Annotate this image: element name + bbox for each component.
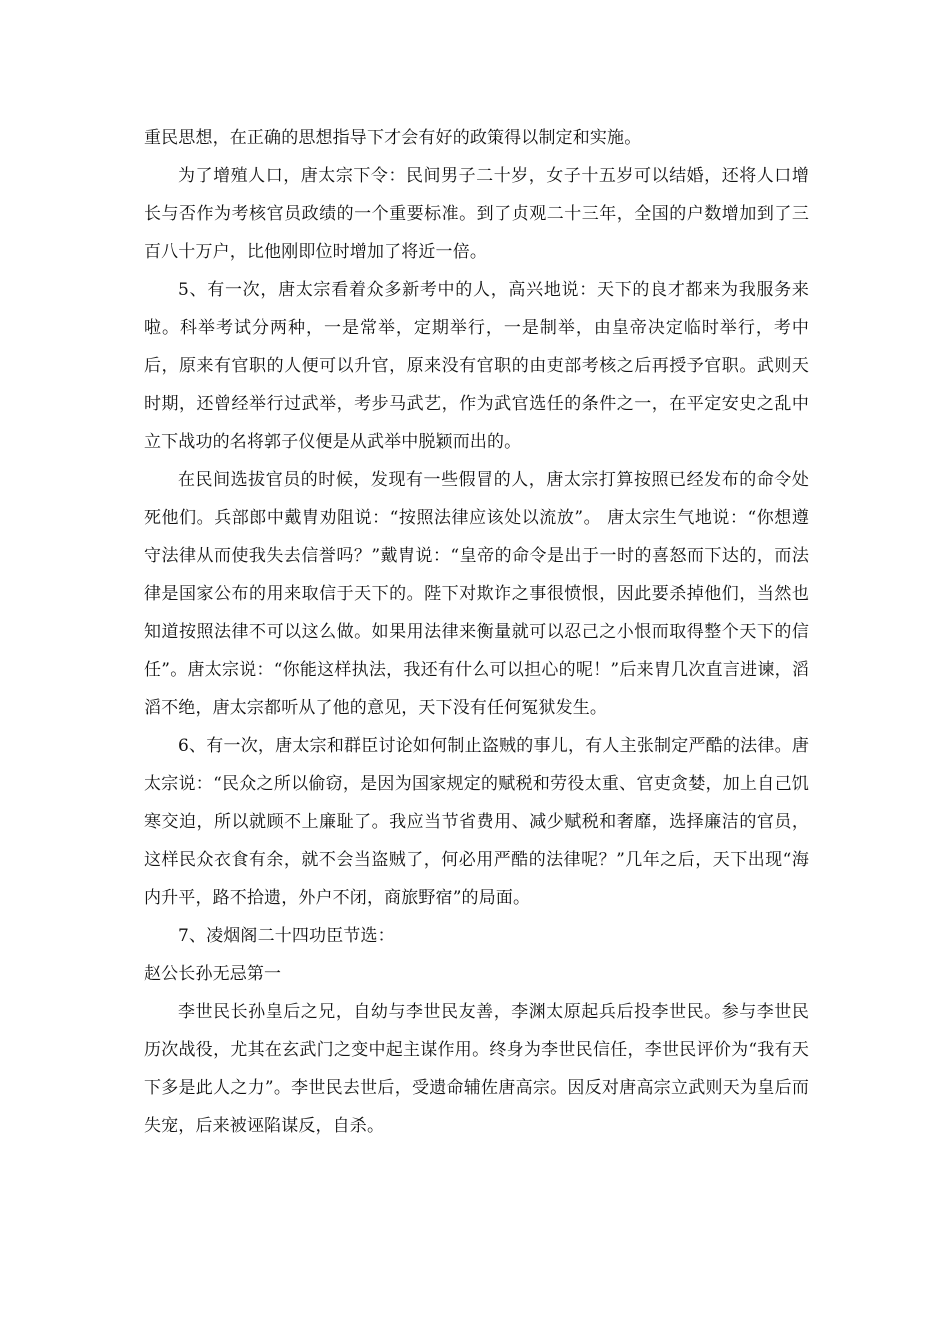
- paragraph-population: 为了增殖人口，唐太宗下令：民间男子二十岁，女子十五岁可以结婚，还将人口增长与否作为考核官员政绩的一个重要标准。到了贞观二十三年，全国的户数增加到了三百八十万户，比他刚即位时增加了将近一倍。: [144, 166, 809, 262]
- document-body: [144, 119, 809, 1145]
- section-heading-lingyan-pavilion: 7、凌烟阁二十四功臣节选：: [178, 926, 395, 946]
- paragraph-continuation: 重民思想，在正确的思想指导下才会有好的政策得以制定和实施。: [144, 128, 642, 148]
- paragraph-dai-zhou: 在民间选拔官员的时候，发现有一些假冒的人，唐太宗打算按照已经发布的命令处死他们。兵部郎中戴胄劝阻说：“按照法律应该处以流放”。 唐太宗生气地说：“你想遵守法律从而使我失去信誉吗？”戴胄说：“皇帝的命令是出于一时的喜怒而下达的，而法律是国家公布的用来取信于天下的。陛下对欺诈之事很愤恨，因此要杀掉他们，当然也知道按照法律不可以这么做。如果用法律来衡量就可以忍己之小恨而取得整个天下的信任”。唐太宗说：“你能这样执法，我还有什么可以担心的呢！”后来胄几次直言进谏，滔滔不绝，唐太宗都听从了他的意见，天下没有任何冤狱发生。: [144, 470, 809, 718]
- subheading-zhangsun-wuji: 赵公长孙无忌第一: [144, 964, 282, 984]
- paragraph-imperial-exam: 5、有一次，唐太宗看着众多新考中的人，高兴地说：天下的良才都来为我服务来啦。科举考试分两种，一是常举，定期举行，一是制举，由皇帝决定临时举行，考中后，原来有官职的人便可以升官，原来没有官职的由吏部考核之后再授予官职。武则天时期，还曾经举行过武举，考步马武艺，作为武官选任的条件之一，在平定安史之乱中立下战功的名将郭子仪便是从武举中脱颖而出的。: [144, 280, 809, 452]
- paragraph-zhangsun-wuji: 李世民长孙皇后之兄，自幼与李世民友善，李渊太原起兵后投李世民。参与李世民历次战役，尤其在玄武门之变中起主谋作用。终身为李世民信任，李世民评价为“我有天下多是此人之力”。李世民去世后，受遗命辅佐唐高宗。因反对唐高宗立武则天为皇后而失宠，后来被诬陷谋反，自杀。: [144, 1002, 809, 1136]
- paragraph-theft-law: 6、有一次，唐太宗和群臣讨论如何制止盗贼的事儿，有人主张制定严酷的法律。唐太宗说：“民众之所以偷窃，是因为国家规定的赋税和劳役太重、官吏贪婪，加上自己饥寒交迫，所以就顾不上廉耻了。我应当节省费用、减少赋税和奢靡，选择廉洁的官员，这样民众衣食有余，就不会当盗贼了，何必用严酷的法律呢？”几年之后，天下出现“海内升平，路不拾遗，外户不闭，商旅野宿”的局面。: [144, 736, 809, 908]
